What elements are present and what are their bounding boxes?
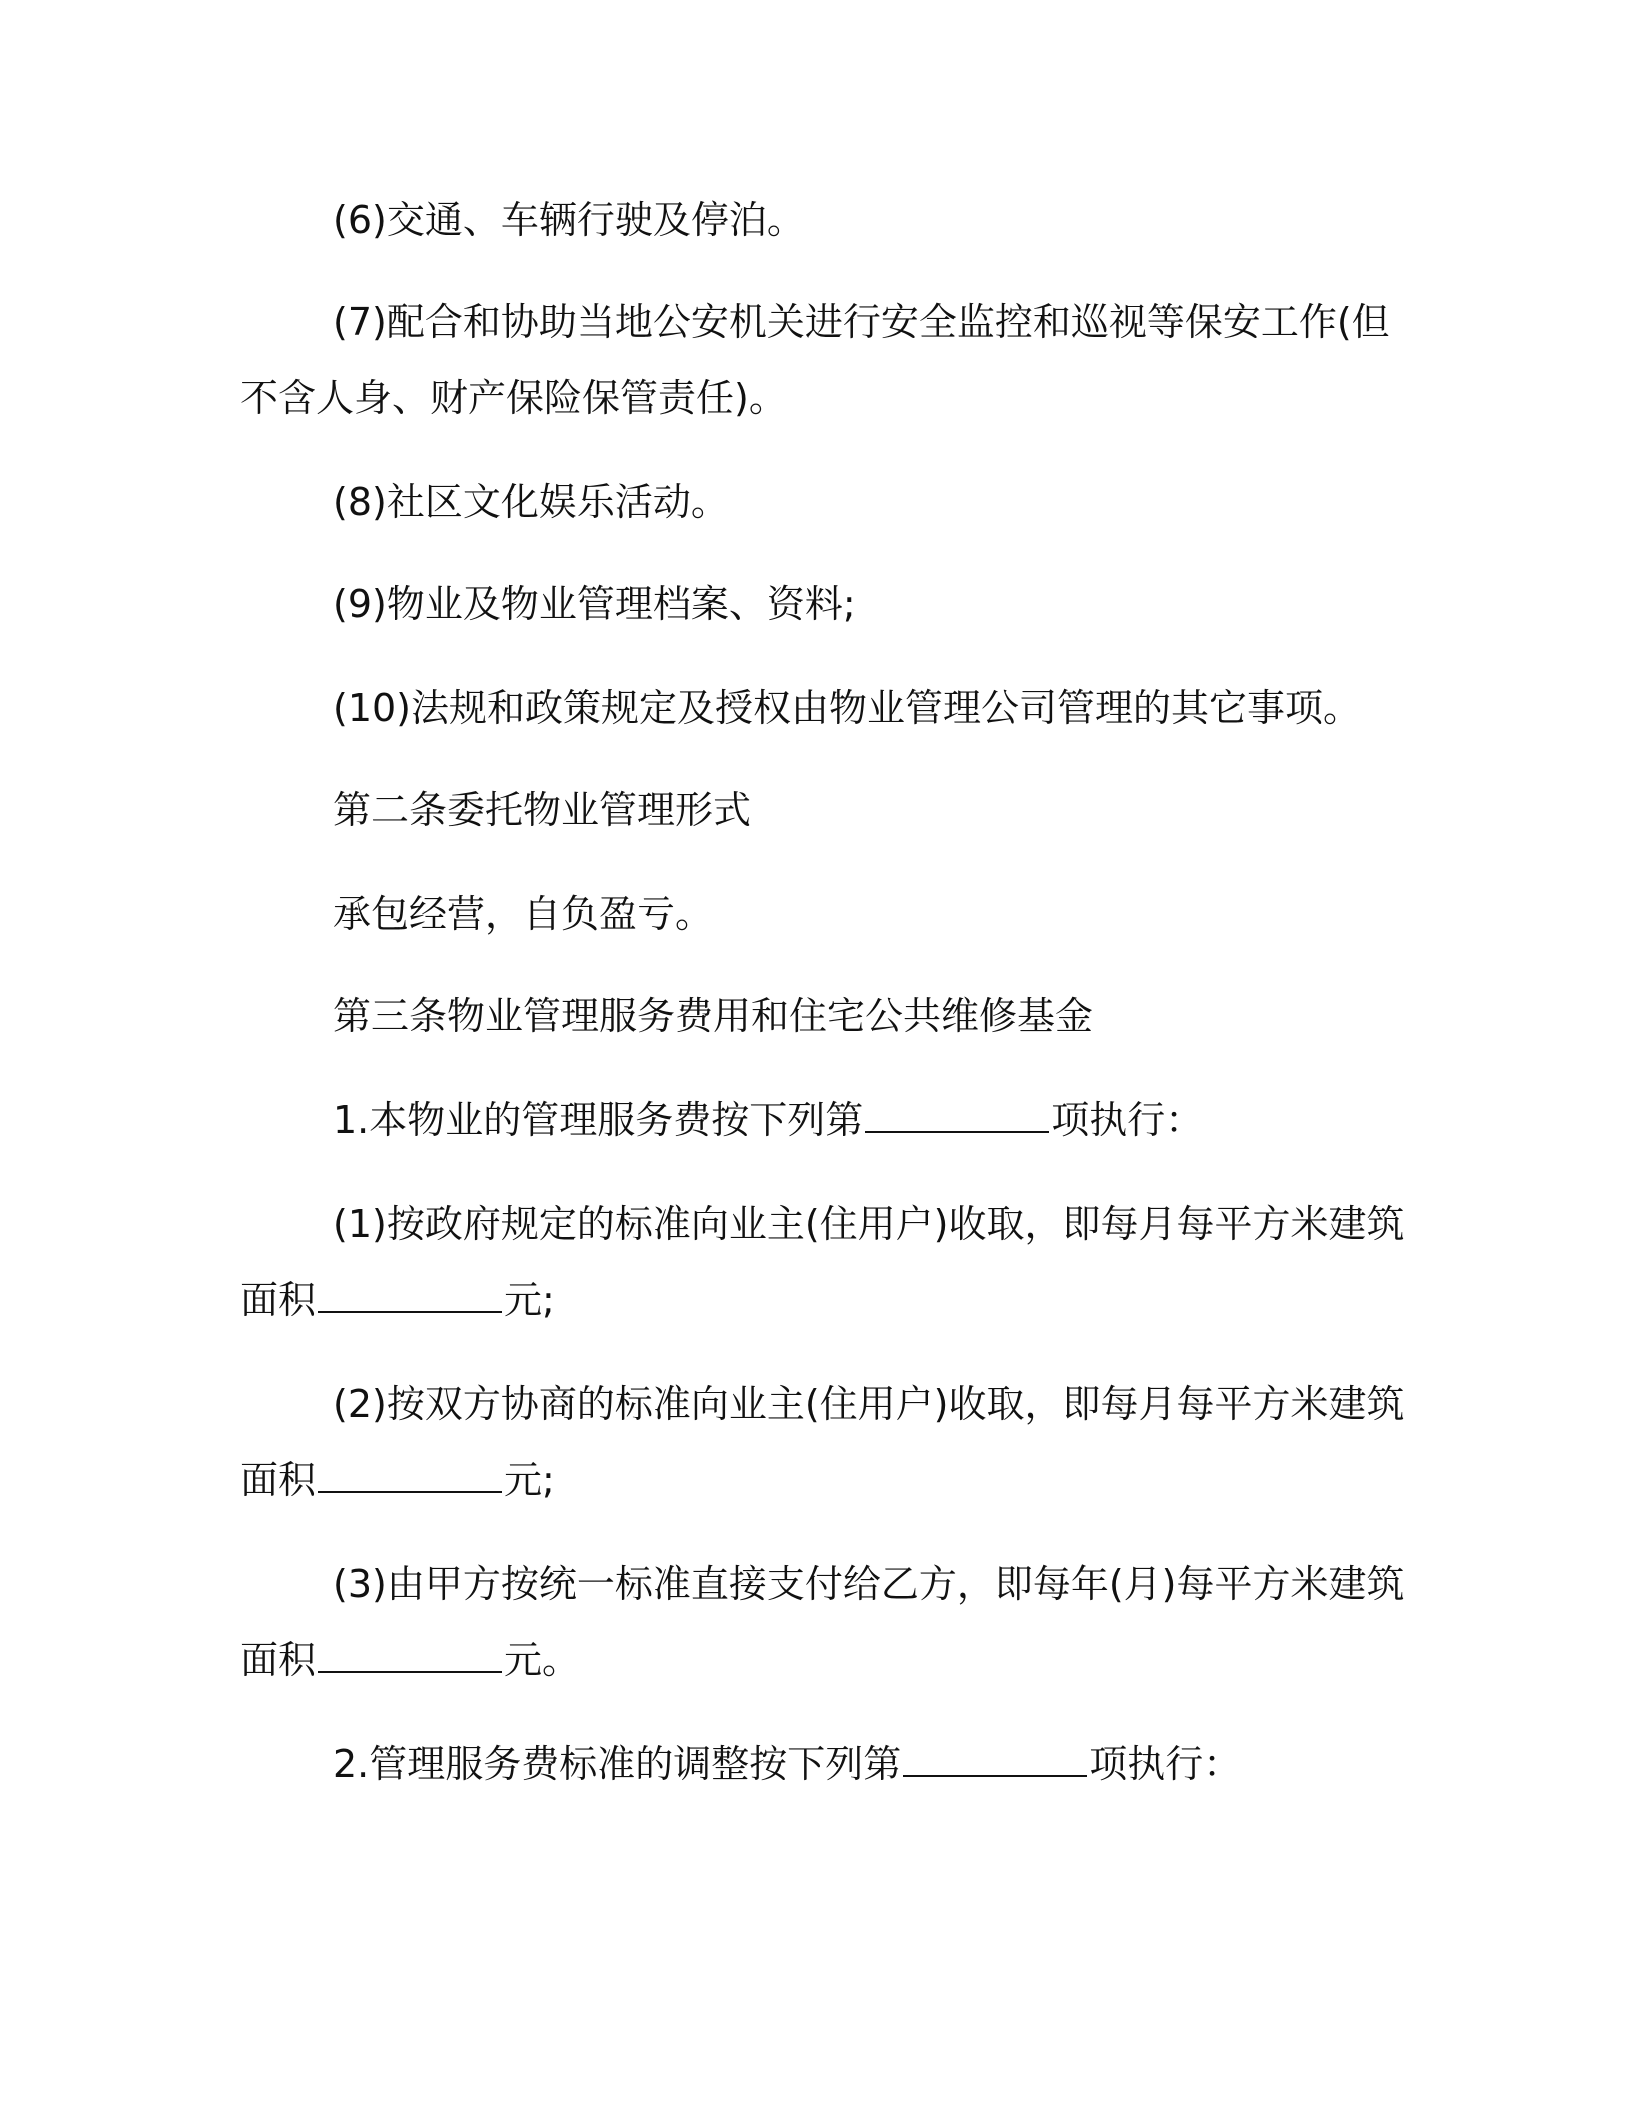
- clause-text-before: 1.本物业的管理服务费按下列第: [333, 1098, 864, 1142]
- paragraph-item-6: [333, 196, 805, 244]
- option-2-line-2: [240, 1456, 555, 1504]
- fill-in-blank: [865, 1097, 1049, 1133]
- clause-text-after: 元。: [504, 1638, 581, 1682]
- clause-text-before: 面积: [240, 1638, 317, 1682]
- option-1-line-2: [240, 1276, 555, 1324]
- paragraph-text: (9)物业及物业管理档案、资料;: [333, 582, 856, 626]
- option-3-line-1: [333, 1560, 1404, 1608]
- option-3-line-2: [240, 1636, 580, 1684]
- fill-in-blank: [318, 1457, 502, 1493]
- clause-text-before: 面积: [240, 1458, 317, 1502]
- clause-text-before: 面积: [240, 1278, 317, 1322]
- paragraph-text: (1)按政府规定的标准向业主(住用户)收取，即每月每平方米建筑: [333, 1202, 1405, 1246]
- paragraph-text: (7)配合和协助当地公安机关进行安全监控和巡视等保安工作(但: [333, 300, 1390, 344]
- fill-in-blank: [903, 1741, 1087, 1777]
- paragraph-item-9: [333, 580, 856, 628]
- clause-1: [333, 1096, 1203, 1144]
- paragraph-text: (3)由甲方按统一标准直接支付给乙方，即每年(月)每平方米建筑: [333, 1562, 1405, 1606]
- fill-in-blank: [318, 1277, 502, 1313]
- fill-in-blank: [318, 1637, 502, 1673]
- paragraph-text: (10)法规和政策规定及授权由物业管理公司管理的其它事项。: [333, 686, 1362, 730]
- paragraph-text: (2)按双方协商的标准向业主(住用户)收取，即每月每平方米建筑: [333, 1382, 1405, 1426]
- article-3-heading: [333, 992, 1093, 1040]
- paragraph-item-7-line-1: [333, 298, 1390, 346]
- heading-text: 第三条物业管理服务费用和住宅公共维修基金: [333, 994, 1094, 1038]
- clause-text-after: 项执行：: [1089, 1742, 1242, 1786]
- option-1-line-1: [333, 1200, 1404, 1248]
- clause-2: [333, 1740, 1241, 1788]
- paragraph-text: (6)交通、车辆行驶及停泊。: [333, 198, 805, 242]
- heading-text: 第二条委托物业管理形式: [333, 788, 752, 832]
- clause-text-after: 元;: [504, 1458, 555, 1502]
- clause-text-after: 元;: [504, 1278, 555, 1322]
- article-2-body: [333, 890, 713, 938]
- paragraph-text: 不含人身、财产保险保管责任)。: [240, 376, 787, 420]
- paragraph-item-8: [333, 478, 729, 526]
- article-2-heading: [333, 786, 751, 834]
- paragraph-text: (8)社区文化娱乐活动。: [333, 480, 729, 524]
- option-2-line-1: [333, 1380, 1404, 1428]
- clause-text-before: 2.管理服务费标准的调整按下列第: [333, 1742, 902, 1786]
- paragraph-text: 承包经营，自负盈亏。: [333, 892, 714, 936]
- paragraph-item-10: [333, 684, 1361, 732]
- paragraph-item-7-line-2: [240, 374, 787, 422]
- clause-text-after: 项执行：: [1051, 1098, 1204, 1142]
